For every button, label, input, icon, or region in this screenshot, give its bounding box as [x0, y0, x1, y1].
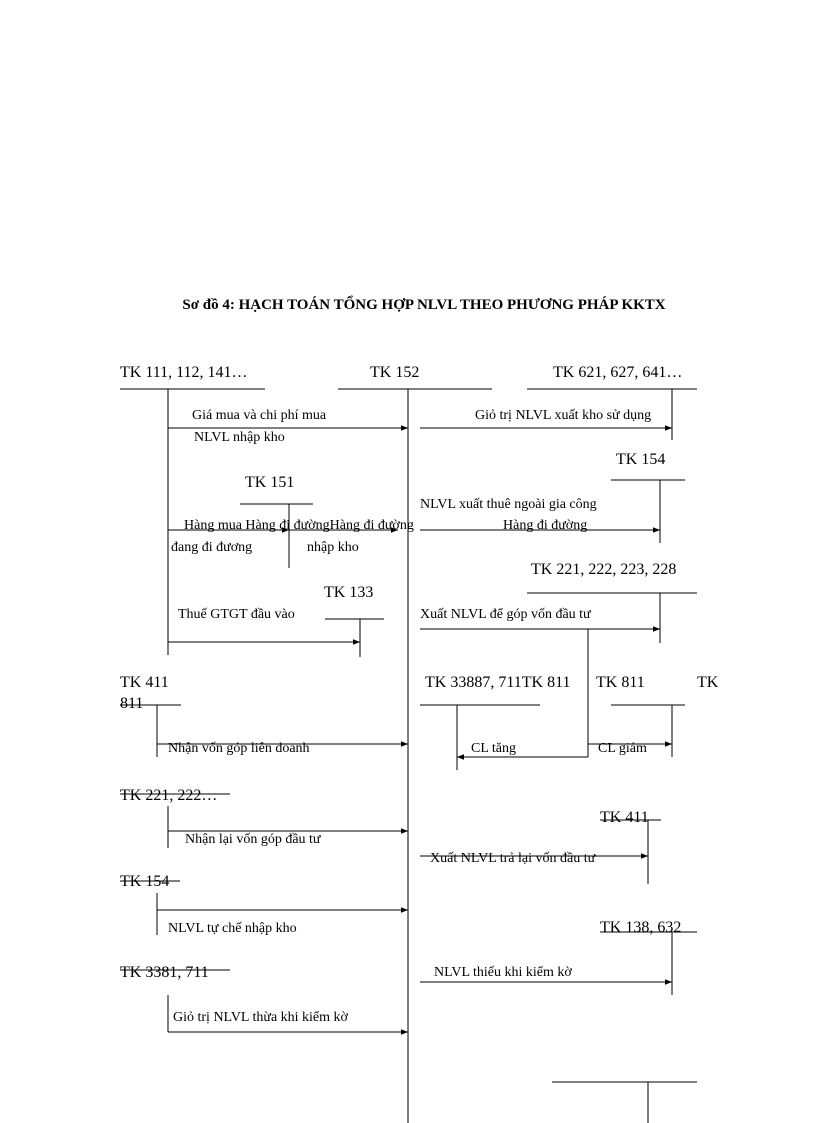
account-tk221-right: TK 221, 222, 223, 228	[531, 561, 677, 578]
label-nhap-kho: nhập kho	[307, 540, 359, 555]
account-tk411-b: 811	[120, 695, 144, 712]
label-thue-gtgt: Thuế GTGT đầu vào	[178, 607, 295, 622]
account-tk411-right: TK 411	[600, 809, 649, 826]
account-tk-tail: TK	[697, 674, 719, 691]
label-xuat-su-dung: Giỏ trị NLVL xuất kho sử dụng	[475, 408, 652, 423]
account-tk111: TK 111, 112, 141…	[120, 364, 248, 381]
label-dang-di-duong: đang đi đương	[171, 540, 253, 555]
label-nhan-von: Nhận vốn góp liên doanh	[168, 741, 310, 756]
account-tk811: TK 811	[596, 674, 645, 691]
label-thieu: NLVL thiếu khi kiểm kờ	[434, 965, 572, 980]
label-nhan-lai-von: Nhận lại vốn góp đầu tư	[185, 832, 321, 847]
account-tk154-left: TK 154	[120, 873, 170, 890]
account-tk621: TK 621, 627, 641…	[553, 364, 683, 381]
label-hang-di-duong-right: Hàng đi đường	[503, 518, 588, 533]
label-gia-mua-line2: NLVL nhập kho	[194, 430, 285, 445]
label-hang-mua-row: Hàng mua Hàng đi đườngHàng đi đường	[184, 518, 414, 533]
account-tk154-right: TK 154	[616, 451, 666, 468]
account-tk133: TK 133	[324, 584, 374, 601]
label-thua: Giỏ trị NLVL thừa khi kiểm kờ	[173, 1010, 348, 1025]
label-cl-tang: CL tăng	[471, 741, 516, 756]
account-tk411-a: TK 411	[120, 674, 169, 691]
label-tu-che: NLVL tự chế nhập kho	[168, 921, 297, 936]
account-tk3381: TK 3381, 711	[120, 964, 209, 981]
label-gop-von: Xuất NLVL để góp vốn đầu tư	[420, 607, 591, 622]
account-tk221-left: TK 221, 222…	[120, 787, 218, 804]
label-thue-ngoai: NLVL xuất thuê ngoài gia công	[420, 497, 597, 512]
account-tk33887: TK 33887, 711TK 811	[425, 674, 571, 691]
label-tra-lai-von: Xuất NLVL trả lại vốn đầu tư	[430, 851, 596, 866]
diagram-title: Sơ đồ 4: HẠCH TOÁN TỔNG HỢP NLVL THEO PHƯƠNG PHÁP KKTX	[182, 297, 666, 313]
label-cl-giam: CL giảm	[598, 741, 647, 756]
label-gia-mua-line1: Giá mua và chi phí mua	[192, 408, 327, 423]
account-tk152: TK 152	[370, 364, 420, 381]
account-tk151: TK 151	[245, 474, 295, 491]
account-tk138: TK 138, 632	[600, 919, 682, 936]
